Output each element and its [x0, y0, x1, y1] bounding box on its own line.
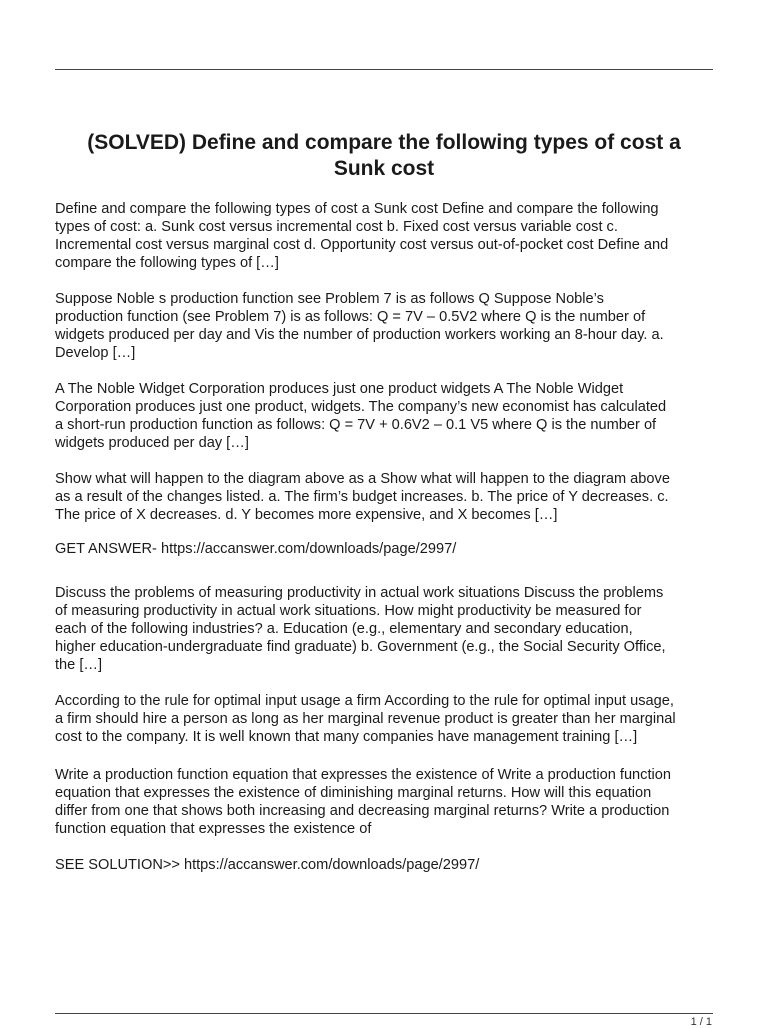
paragraph-line: Show what will happen to the diagram above as a Show what will happen to the diagram above: [55, 471, 670, 487]
paragraph: [55, 200, 735, 272]
paragraph-line: cost to the company. It is well known that many companies have management training […]: [55, 729, 638, 745]
paragraph-line: higher education-undergraduate find graduate) b. Government (e.g., the Social Security Office,: [55, 639, 666, 655]
paragraph-line: the […]: [55, 657, 103, 673]
paragraph: [55, 692, 735, 746]
paragraph: [55, 766, 735, 838]
paragraph-line: Incremental cost versus marginal cost d. Opportunity cost versus out-of-pocket cost Define and: [55, 237, 669, 253]
top-divider: [55, 69, 713, 70]
paragraph-line: GET ANSWER- https://accanswer.com/downloads/page/2997/: [55, 541, 457, 557]
paragraph-line: SEE SOLUTION>> https://accanswer.com/downloads/page/2997/: [55, 857, 480, 873]
paragraph-line: Write a production function equation that expresses the existence of Write a production function: [55, 767, 672, 783]
paragraph-line: production function (see Problem 7) is as follows: Q = 7V – 0.5V2 where Q is the number of: [55, 309, 646, 325]
paragraph-line: According to the rule for optimal input usage a firm According to the rule for optimal input usage,: [55, 693, 674, 709]
paragraph-line: Corporation produces just one product, widgets. The company’s new economist has calculated: [55, 399, 667, 415]
paragraph-line: a firm should hire a person as long as her marginal revenue product is greater than her marginal: [55, 711, 676, 727]
paragraph-line: a short-run production function as follows: Q = 7V + 0.6V2 – 0.1 V5 where Q is the number of: [55, 417, 657, 433]
link-paragraph[interactable]: [55, 540, 735, 558]
paragraph-line: function equation that expresses the existence of: [55, 821, 372, 837]
paragraph: [55, 470, 735, 524]
paragraph-line: A The Noble Widget Corporation produces just one product widgets A The Noble Widget: [55, 381, 624, 397]
paragraph-line: Discuss the problems of measuring productivity in actual work situations Discuss the problems: [55, 585, 664, 601]
paragraph-line: differ from one that shows both increasing and decreasing marginal returns? Write a production: [55, 803, 670, 819]
bottom-divider: [55, 1013, 713, 1014]
paragraph: [55, 584, 735, 674]
paragraph-line: types of cost: a. Sunk cost versus incremental cost b. Fixed cost versus variable cost c.: [55, 219, 618, 235]
page-number: 1 / 1: [690, 1016, 712, 1028]
paragraph-line: equation that expresses the existence of diminishing marginal returns. How will this equation: [55, 785, 652, 801]
paragraph-line: compare the following types of […]: [55, 255, 279, 271]
link-paragraph[interactable]: [55, 856, 735, 874]
paragraph-line: Define and compare the following types of cost a Sunk cost Define and compare the following: [55, 201, 659, 217]
paragraph-line: widgets produced per day and Vis the number of production workers working an 8-hour day. a.: [55, 327, 664, 343]
paragraph: [55, 380, 735, 452]
paragraph-line: The price of X decreases. d. Y becomes more expensive, and X becomes […]: [55, 507, 558, 523]
page-title: [40, 130, 728, 182]
paragraph-line: Develop […]: [55, 345, 136, 361]
title-line: Sunk cost: [333, 157, 435, 180]
paragraph: [55, 290, 735, 362]
paragraph-line: of measuring productivity in actual work situations. How might productivity be measured for: [55, 603, 642, 619]
paragraph-line: as a result of the changes listed. a. The firm’s budget increases. b. The price of Y decreases. c.: [55, 489, 669, 505]
title-line: (SOLVED) Define and compare the following types of cost a: [87, 131, 681, 154]
paragraph-line: each of the following industries? a. Education (e.g., elementary and secondary education,: [55, 621, 633, 637]
paragraph-line: Suppose Noble s production function see Problem 7 is as follows Q Suppose Noble’s: [55, 291, 604, 307]
paragraph-line: widgets produced per day […]: [55, 435, 249, 451]
